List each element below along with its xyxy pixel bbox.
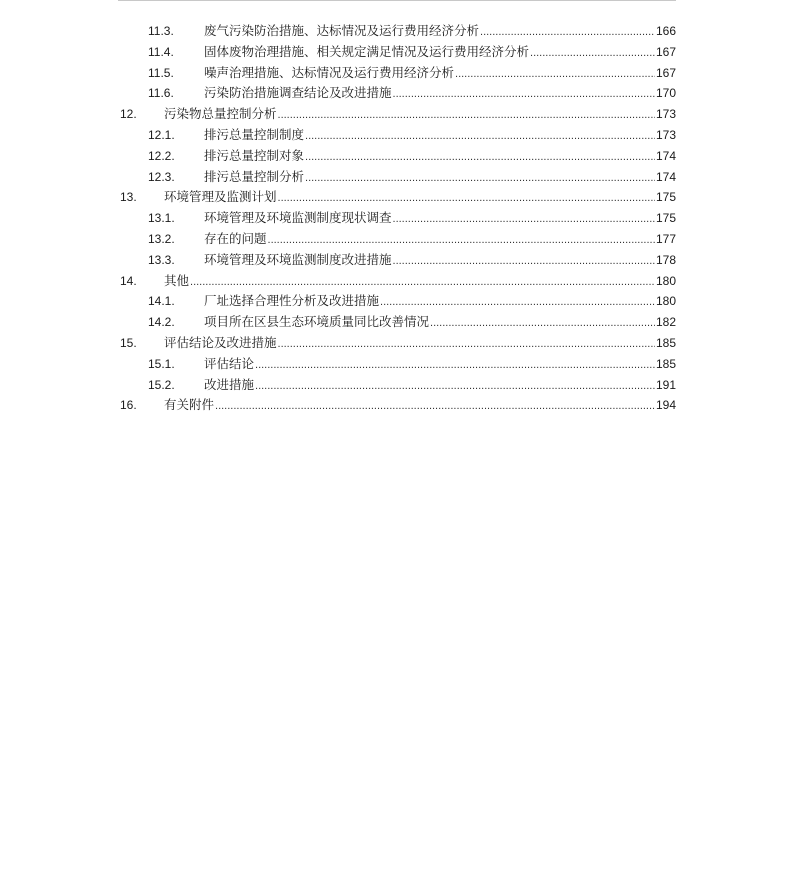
table-of-contents [120,21,676,416]
toc-entry-page: 180 [655,273,676,288]
toc-entry-number: 13.2. [148,231,175,246]
toc-dot-leader [393,84,655,105]
toc-entry[interactable] [120,146,676,167]
toc-chapter-entry[interactable] [120,104,676,125]
toc-entry[interactable] [120,229,676,250]
toc-entry-page: 175 [655,190,676,205]
toc-dot-leader [255,376,655,397]
toc-entry-page: 170 [655,86,676,101]
toc-entry-title: 项目所在区县生态环境质量同比改善情况 [204,314,430,330]
toc-chapter-entry[interactable] [120,395,676,416]
toc-entry-number: 13.1. [148,211,175,226]
toc-entry-number: 11.4. [148,44,174,59]
toc-entry-title: 环境管理及环境监测制度改进措施 [204,251,392,267]
toc-entry-number: 12.2. [148,148,175,163]
toc-entry-number: 13. [120,190,137,205]
toc-entry-page: 180 [655,294,676,309]
toc-dot-leader [430,313,655,334]
toc-dot-leader [255,355,655,376]
toc-entry[interactable] [120,125,676,146]
toc-entry-page: 167 [655,44,676,59]
toc-dot-leader [393,251,655,272]
toc-entry[interactable] [120,167,676,188]
toc-entry-title: 评估结论及改进措施 [164,334,277,350]
toc-entry-page: 167 [655,65,676,80]
toc-entry-title: 评估结论 [204,355,255,371]
toc-entry-number: 14.2. [148,315,175,330]
toc-entry[interactable] [120,208,676,229]
toc-entry-page: 177 [655,231,676,246]
toc-dot-leader [215,396,655,417]
toc-entry[interactable] [120,354,676,375]
toc-entry-title: 废气污染防治措施、达标情况及运行费用经济分析 [204,23,480,38]
toc-entry-title: 改进措施 [204,376,255,392]
toc-entry[interactable] [120,21,676,42]
toc-entry-title: 排污总量控制对象 [204,147,305,163]
toc-entry[interactable] [120,63,676,84]
toc-entry-number: 11.6. [148,86,174,101]
page-top-rule [118,0,676,1]
toc-entry-number: 15.2. [148,377,175,392]
toc-entry-page: 174 [655,169,676,184]
toc-entry-page: 174 [655,148,676,163]
toc-entry-page: 166 [655,24,676,38]
toc-entry[interactable] [120,83,676,104]
toc-entry-page: 194 [655,398,676,413]
toc-dot-leader [393,209,655,230]
toc-entry-title: 污染物总量控制分析 [164,106,277,122]
toc-entry-title: 环境管理及环境监测制度现状调查 [204,210,392,226]
toc-entry[interactable] [120,312,676,333]
toc-entry-number: 11.5. [148,65,174,80]
toc-dot-leader [278,334,655,355]
toc-entry-number: 11.3. [148,24,174,38]
toc-chapter-entry[interactable] [120,187,676,208]
toc-entry-page: 185 [655,335,676,350]
toc-chapter-entry[interactable] [120,271,676,292]
toc-entry-title: 有关附件 [164,397,215,413]
toc-entry[interactable] [120,375,676,396]
toc-entry[interactable] [120,250,676,271]
toc-entry-page: 173 [655,127,676,142]
toc-entry-title: 排污总量控制制度 [204,126,305,142]
toc-entry-number: 16. [120,398,137,413]
toc-entry-page: 178 [655,252,676,267]
toc-entry-page: 173 [655,107,676,122]
toc-entry-title: 排污总量控制分析 [204,168,305,184]
toc-entry-page: 182 [655,315,676,330]
toc-entry-title: 厂址选择合理性分析及改进措施 [204,293,380,309]
toc-entry[interactable] [120,291,676,312]
toc-entry-number: 13.3. [148,252,175,267]
toc-entry-number: 12. [120,107,137,122]
toc-entry-number: 12.1. [148,127,175,142]
toc-entry-title: 污染防治措施调查结论及改进措施 [204,85,392,101]
toc-dot-leader [305,168,655,189]
toc-entry-title: 其他 [164,272,190,288]
toc-entry-number: 14. [120,273,137,288]
toc-dot-leader [530,43,655,64]
toc-dot-leader [190,272,655,293]
toc-dot-leader [455,64,655,85]
toc-entry[interactable] [120,42,676,63]
toc-entry-page: 185 [655,356,676,371]
toc-entry-number: 12.3. [148,169,175,184]
toc-dot-leader [380,292,655,313]
toc-dot-leader [278,105,655,126]
toc-entry-page: 191 [655,377,676,392]
toc-entry-title: 存在的问题 [204,230,267,246]
toc-dot-leader [268,230,655,251]
toc-chapter-entry[interactable] [120,333,676,354]
toc-dot-leader [305,147,655,168]
toc-entry-title: 环境管理及监测计划 [164,189,277,205]
toc-dot-leader [305,126,655,147]
toc-dot-leader [480,22,655,43]
toc-entry-number: 14.1. [148,294,175,309]
toc-entry-page: 175 [655,211,676,226]
toc-entry-number: 15.1. [148,356,175,371]
toc-entry-title: 固体废物治理措施、相关规定满足情况及运行费用经济分析 [204,43,530,59]
toc-entry-number: 15. [120,335,137,350]
toc-entry-title: 噪声治理措施、达标情况及运行费用经济分析 [204,64,455,80]
toc-dot-leader [278,188,655,209]
